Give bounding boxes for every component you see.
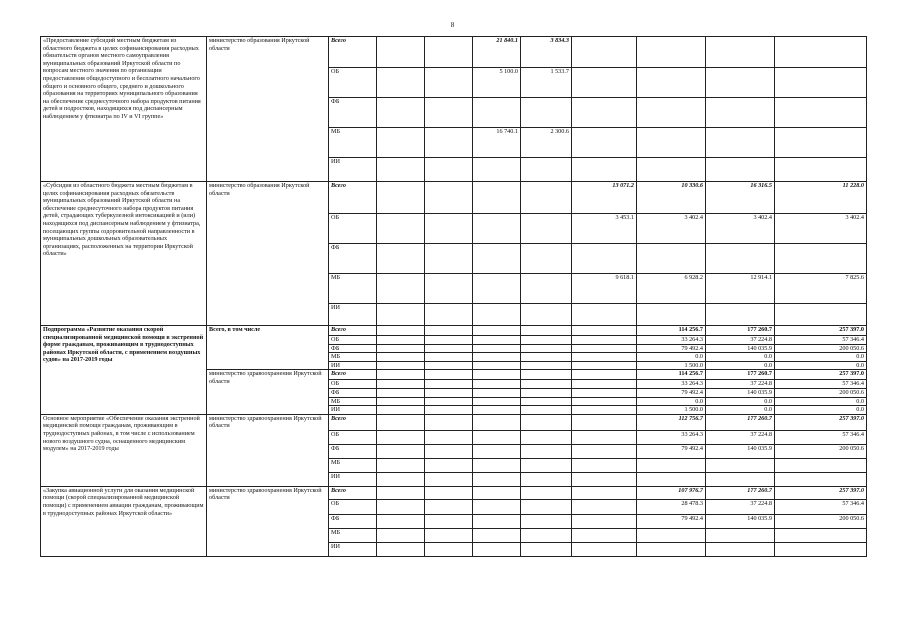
activity-name: Подпрограмма «Развитие оказания скорой специализированной медицинской помощи в экстренной форме гражданам, проживающим в труднодоступных районах Иркутской области, с применением воздушных судов» на 2017-2019 годы — [41, 326, 207, 415]
responsible-organization: министерство образования Иркутской области — [207, 182, 329, 326]
value-cell: 0.0 — [637, 397, 706, 406]
funding-source-cell: МБ — [329, 397, 377, 406]
value-cell: 200 050.6 — [775, 388, 867, 397]
value-cell — [473, 274, 521, 304]
value-cell — [377, 406, 425, 415]
value-cell — [425, 37, 473, 68]
value-cell: 33 264.3 — [637, 336, 706, 345]
value-cell — [425, 397, 473, 406]
value-cell — [473, 514, 521, 528]
value-cell: 3 834.3 — [521, 37, 572, 68]
funding-source-cell: Всего — [329, 182, 377, 214]
activity-name: «Закупка авиационной услуги для оказания медицинской помощи (скорой специализированной медицинской помощи) с применением авиации гражданам, проживающим в труднодоступных районах Иркутской области» — [41, 486, 207, 556]
funding-source-cell: Всего — [329, 486, 377, 499]
value-cell — [637, 128, 706, 158]
value-cell — [572, 244, 637, 274]
funding-source-cell: ФБ — [329, 444, 377, 458]
value-cell — [572, 430, 637, 444]
responsible-organization: министерство здравоохранения Иркутской области — [207, 414, 329, 486]
value-cell — [473, 414, 521, 430]
value-cell — [425, 542, 473, 556]
funding-source-cell: Всего — [329, 370, 377, 380]
value-cell — [521, 388, 572, 397]
value-cell: 3 402.4 — [706, 214, 775, 244]
value-cell — [377, 370, 425, 380]
value-cell: 1 500.0 — [637, 361, 706, 370]
value-cell: 79 492.4 — [637, 514, 706, 528]
value-cell — [521, 499, 572, 514]
value-cell — [473, 182, 521, 214]
value-cell — [706, 37, 775, 68]
value-cell: 37 224.8 — [706, 499, 775, 514]
value-cell: 257 397.0 — [775, 326, 867, 336]
value-cell: 37 224.8 — [706, 430, 775, 444]
value-cell — [572, 499, 637, 514]
value-cell: 140 035.9 — [706, 344, 775, 353]
value-cell — [775, 128, 867, 158]
value-cell: 177 260.7 — [706, 486, 775, 499]
value-cell: 177 260.7 — [706, 326, 775, 336]
value-cell — [706, 244, 775, 274]
funding-source-cell: ФБ — [329, 244, 377, 274]
value-cell — [572, 98, 637, 128]
value-cell — [706, 98, 775, 128]
value-cell — [425, 486, 473, 499]
value-cell — [377, 388, 425, 397]
activity-name: «Предоставление субсидий местным бюджетам из областного бюджета в целях софинансирования расходных обязательств органов местного самоуправления муниципальных образований Иркутской области по вопросам местного значения по организации предоставления общедоступного и бесплатного начального общего и основного общего, среднего и дошкольного образования на территориях муниципального образования на обеспечение среднесуточного набора продуктов питания детей и подростков, находящихся под диспансерным наблюдением у фтизиатра по IV и VI группе» — [41, 37, 207, 182]
funding-source-cell: ОБ — [329, 430, 377, 444]
responsible-organization: министерство здравоохранения Иркутской области — [207, 486, 329, 556]
value-cell — [521, 353, 572, 362]
value-cell: 200 050.6 — [775, 514, 867, 528]
value-cell — [377, 244, 425, 274]
value-cell — [377, 182, 425, 214]
value-cell — [377, 37, 425, 68]
value-cell: 79 492.4 — [637, 344, 706, 353]
value-cell — [377, 344, 425, 353]
value-cell: 7 825.6 — [775, 274, 867, 304]
value-cell: 16 740.1 — [473, 128, 521, 158]
value-cell: 200 050.6 — [775, 344, 867, 353]
funding-source-cell: ИИ — [329, 542, 377, 556]
value-cell: 28 478.3 — [637, 499, 706, 514]
value-cell: 140 035.9 — [706, 444, 775, 458]
value-cell — [572, 158, 637, 182]
activity-name: Основное мероприятие «Обеспечение оказания экстренной медицинской помощи гражданам, проживающим в труднодоступных районах, в том числе с использованием нового воздушного судна, оснащенного медицинским модулем» на 2017-2019 годы — [41, 414, 207, 486]
value-cell: 6 928.2 — [637, 274, 706, 304]
value-cell — [377, 414, 425, 430]
value-cell: 1 533.7 — [521, 68, 572, 98]
value-cell: 57 346.4 — [775, 430, 867, 444]
value-cell — [473, 98, 521, 128]
value-cell — [425, 68, 473, 98]
value-cell — [637, 98, 706, 128]
value-cell — [473, 304, 521, 326]
value-cell: 112 756.7 — [637, 414, 706, 430]
value-cell — [637, 304, 706, 326]
value-cell: 200 050.6 — [775, 444, 867, 458]
value-cell — [521, 397, 572, 406]
funding-source-cell: ОБ — [329, 336, 377, 345]
value-cell — [377, 380, 425, 389]
value-cell — [473, 499, 521, 514]
funding-source-cell: ФБ — [329, 514, 377, 528]
value-cell — [521, 542, 572, 556]
value-cell: 21 840.1 — [473, 37, 521, 68]
value-cell — [425, 528, 473, 542]
funding-source-cell: ИИ — [329, 158, 377, 182]
value-cell — [572, 128, 637, 158]
value-cell — [637, 458, 706, 472]
funding-source-cell: МБ — [329, 353, 377, 362]
value-cell — [521, 370, 572, 380]
value-cell — [706, 68, 775, 98]
value-cell — [572, 542, 637, 556]
value-cell — [775, 542, 867, 556]
value-cell: 13 071.2 — [572, 182, 637, 214]
value-cell — [425, 353, 473, 362]
value-cell — [572, 336, 637, 345]
value-cell — [572, 514, 637, 528]
value-cell — [572, 414, 637, 430]
page-number: 8 — [450, 21, 455, 29]
value-cell — [637, 244, 706, 274]
value-cell — [425, 336, 473, 345]
value-cell — [425, 244, 473, 274]
table-row — [41, 486, 867, 499]
value-cell — [706, 542, 775, 556]
value-cell — [637, 158, 706, 182]
value-cell: 11 228.0 — [775, 182, 867, 214]
value-cell: 33 264.3 — [637, 430, 706, 444]
value-cell — [377, 304, 425, 326]
value-cell: 140 035.9 — [706, 514, 775, 528]
value-cell — [572, 388, 637, 397]
value-cell: 114 256.7 — [637, 370, 706, 380]
value-cell — [425, 472, 473, 486]
value-cell — [521, 414, 572, 430]
value-cell — [521, 380, 572, 389]
value-cell — [521, 244, 572, 274]
value-cell — [521, 158, 572, 182]
value-cell: 1 500.0 — [637, 406, 706, 415]
value-cell: 33 264.3 — [637, 380, 706, 389]
value-cell — [377, 353, 425, 362]
value-cell — [425, 158, 473, 182]
funding-source-cell: ИИ — [329, 361, 377, 370]
activity-name: «Субсидия из областного бюджета местным бюджетам в целях софинансирования расходных обязательств муниципальных образований Иркутской области на обеспечение среднесуточного набора продуктов питания детей, страдающих туберкулезной интоксикацией и (или) находящихся под диспансерным наблюдением у фтизиатра, посещающих группы оздоровительной направленности в муниципальных дошкольных образовательных организациях, расположенных на территории Иркутской области» — [41, 182, 207, 326]
value-cell — [775, 68, 867, 98]
value-cell — [425, 98, 473, 128]
value-cell — [425, 499, 473, 514]
value-cell — [425, 414, 473, 430]
value-cell — [377, 542, 425, 556]
value-cell — [775, 37, 867, 68]
value-cell — [473, 344, 521, 353]
value-cell — [706, 304, 775, 326]
value-cell — [377, 68, 425, 98]
value-cell — [473, 353, 521, 362]
funding-source-cell: МБ — [329, 128, 377, 158]
value-cell — [425, 274, 473, 304]
value-cell: 0.0 — [775, 406, 867, 415]
value-cell: 16 316.5 — [706, 182, 775, 214]
value-cell — [521, 336, 572, 345]
value-cell — [521, 458, 572, 472]
table-row — [41, 37, 867, 68]
value-cell: 0.0 — [706, 361, 775, 370]
value-cell — [572, 353, 637, 362]
value-cell — [521, 406, 572, 415]
value-cell: 0.0 — [775, 353, 867, 362]
value-cell — [425, 304, 473, 326]
value-cell: 0.0 — [775, 361, 867, 370]
value-cell — [377, 444, 425, 458]
value-cell — [425, 514, 473, 528]
value-cell: 2 300.6 — [521, 128, 572, 158]
value-cell: 57 346.4 — [775, 336, 867, 345]
value-cell — [473, 528, 521, 542]
value-cell: 257 397.0 — [775, 414, 867, 430]
value-cell — [377, 499, 425, 514]
value-cell — [572, 458, 637, 472]
table-row — [41, 414, 867, 430]
value-cell: 0.0 — [706, 406, 775, 415]
value-cell — [637, 528, 706, 542]
value-cell — [473, 326, 521, 336]
value-cell — [637, 68, 706, 98]
value-cell: 107 976.7 — [637, 486, 706, 499]
value-cell — [425, 458, 473, 472]
value-cell — [521, 182, 572, 214]
value-cell: 3 402.4 — [775, 214, 867, 244]
value-cell: 37 224.8 — [706, 380, 775, 389]
funding-source-cell: ФБ — [329, 344, 377, 353]
value-cell — [473, 370, 521, 380]
value-cell — [473, 244, 521, 274]
value-cell — [521, 304, 572, 326]
value-cell — [775, 158, 867, 182]
value-cell — [521, 472, 572, 486]
value-cell — [473, 430, 521, 444]
funding-source-cell: ОБ — [329, 499, 377, 514]
value-cell — [377, 430, 425, 444]
value-cell: 37 224.8 — [706, 336, 775, 345]
value-cell: 79 492.4 — [637, 388, 706, 397]
value-cell — [572, 326, 637, 336]
value-cell: 3 402.4 — [637, 214, 706, 244]
value-cell — [521, 98, 572, 128]
value-cell — [377, 326, 425, 336]
value-cell — [377, 458, 425, 472]
responsible-organization: министерство здравоохранения Иркутской области — [207, 370, 329, 414]
funding-source-cell: МБ — [329, 274, 377, 304]
value-cell — [521, 214, 572, 244]
value-cell — [473, 542, 521, 556]
value-cell — [473, 397, 521, 406]
value-cell: 57 346.4 — [775, 499, 867, 514]
value-cell — [425, 388, 473, 397]
value-cell: 10 330.6 — [637, 182, 706, 214]
value-cell — [473, 472, 521, 486]
value-cell — [473, 388, 521, 397]
value-cell — [425, 406, 473, 415]
value-cell — [706, 158, 775, 182]
value-cell — [377, 361, 425, 370]
value-cell — [775, 472, 867, 486]
value-cell — [473, 458, 521, 472]
funding-source-cell: МБ — [329, 458, 377, 472]
value-cell — [521, 361, 572, 370]
value-cell — [706, 458, 775, 472]
value-cell: 0.0 — [706, 353, 775, 362]
value-cell — [775, 458, 867, 472]
value-cell: 9 618.1 — [572, 274, 637, 304]
value-cell — [775, 98, 867, 128]
value-cell — [521, 528, 572, 542]
value-cell — [377, 214, 425, 244]
value-cell — [425, 214, 473, 244]
value-cell — [572, 344, 637, 353]
funding-source-cell: ОБ — [329, 380, 377, 389]
value-cell — [473, 380, 521, 389]
value-cell — [706, 528, 775, 542]
value-cell — [425, 370, 473, 380]
value-cell: 0.0 — [637, 353, 706, 362]
value-cell — [377, 514, 425, 528]
value-cell — [572, 380, 637, 389]
funding-source-cell: ИИ — [329, 304, 377, 326]
value-cell — [572, 68, 637, 98]
value-cell — [521, 486, 572, 499]
value-cell — [425, 361, 473, 370]
value-cell — [572, 472, 637, 486]
value-cell — [521, 344, 572, 353]
value-cell: 12 914.1 — [706, 274, 775, 304]
responsible-organization: министерство образования Иркутской области — [207, 37, 329, 182]
value-cell — [473, 361, 521, 370]
funding-source-cell: МБ — [329, 528, 377, 542]
table-row — [41, 182, 867, 214]
value-cell — [425, 344, 473, 353]
value-cell — [473, 336, 521, 345]
value-cell — [377, 158, 425, 182]
value-cell — [425, 128, 473, 158]
budget-table — [40, 36, 867, 557]
funding-source-cell: ИИ — [329, 472, 377, 486]
value-cell: 177 260.7 — [706, 370, 775, 380]
value-cell — [473, 406, 521, 415]
value-cell: 257 397.0 — [775, 370, 867, 380]
funding-source-cell: ИИ — [329, 406, 377, 415]
value-cell — [377, 528, 425, 542]
value-cell — [377, 472, 425, 486]
funding-source-cell: Всего — [329, 37, 377, 68]
value-cell — [775, 528, 867, 542]
value-cell — [521, 514, 572, 528]
value-cell — [637, 472, 706, 486]
value-cell — [473, 158, 521, 182]
value-cell — [572, 406, 637, 415]
value-cell — [425, 430, 473, 444]
value-cell — [425, 380, 473, 389]
value-cell — [706, 472, 775, 486]
value-cell — [637, 37, 706, 68]
value-cell: 79 492.4 — [637, 444, 706, 458]
funding-source-cell: ОБ — [329, 214, 377, 244]
value-cell — [775, 304, 867, 326]
value-cell — [572, 37, 637, 68]
value-cell — [521, 430, 572, 444]
value-cell — [572, 361, 637, 370]
value-cell — [473, 444, 521, 458]
value-cell — [572, 370, 637, 380]
value-cell — [377, 274, 425, 304]
value-cell: 3 453.1 — [572, 214, 637, 244]
value-cell: 0.0 — [775, 397, 867, 406]
funding-source-cell: ОБ — [329, 68, 377, 98]
funding-source-cell: ФБ — [329, 388, 377, 397]
responsible-organization: Всего, в том числе — [207, 326, 329, 370]
value-cell — [377, 336, 425, 345]
value-cell: 114 256.7 — [637, 326, 706, 336]
value-cell — [425, 326, 473, 336]
value-cell — [572, 528, 637, 542]
funding-source-cell: Всего — [329, 414, 377, 430]
value-cell — [521, 326, 572, 336]
funding-source-cell: Всего — [329, 326, 377, 336]
value-cell — [473, 214, 521, 244]
value-cell — [377, 98, 425, 128]
value-cell — [377, 486, 425, 499]
value-cell: 0.0 — [706, 397, 775, 406]
value-cell: 57 346.4 — [775, 380, 867, 389]
value-cell — [521, 444, 572, 458]
table-row — [41, 326, 867, 336]
value-cell — [572, 397, 637, 406]
value-cell — [572, 444, 637, 458]
value-cell — [572, 486, 637, 499]
value-cell — [425, 444, 473, 458]
funding-source-cell: ФБ — [329, 98, 377, 128]
value-cell: 140 035.9 — [706, 388, 775, 397]
value-cell: 257 397.0 — [775, 486, 867, 499]
value-cell — [775, 244, 867, 274]
value-cell — [572, 304, 637, 326]
value-cell — [473, 486, 521, 499]
value-cell — [706, 128, 775, 158]
value-cell — [377, 397, 425, 406]
value-cell — [377, 128, 425, 158]
value-cell: 177 260.7 — [706, 414, 775, 430]
value-cell — [425, 182, 473, 214]
value-cell: 5 100.0 — [473, 68, 521, 98]
value-cell — [521, 274, 572, 304]
value-cell — [637, 542, 706, 556]
